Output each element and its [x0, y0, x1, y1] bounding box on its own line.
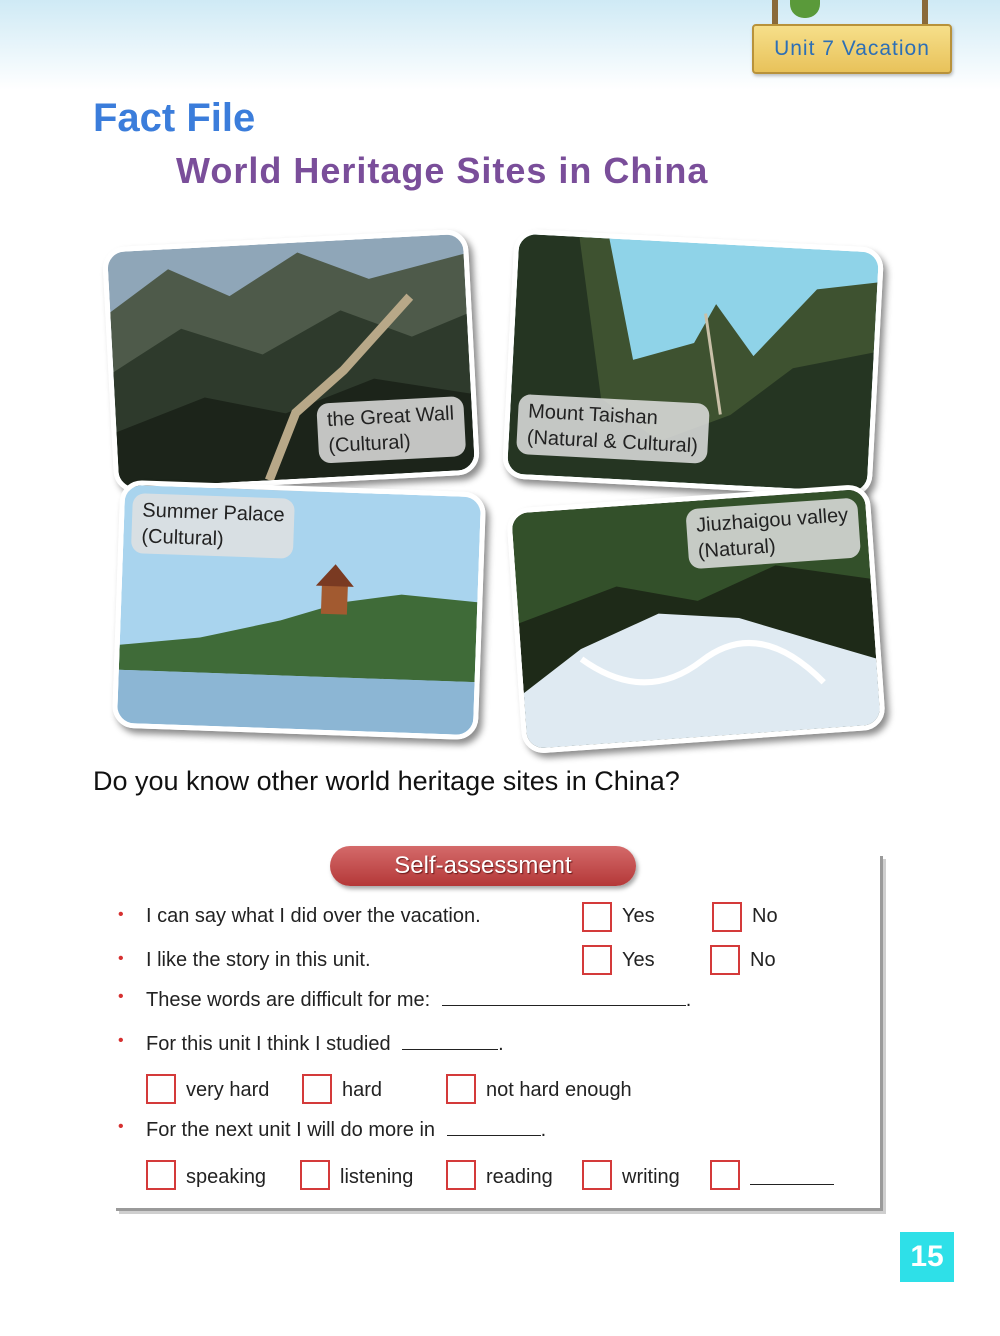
checkbox-listening[interactable] — [300, 1160, 330, 1190]
caption-mount-taishan — [516, 394, 710, 464]
option-hard: hard — [342, 1079, 383, 1101]
blank-line[interactable] — [750, 1166, 834, 1185]
caption-summer-palace — [131, 493, 295, 559]
bullet: • — [118, 950, 124, 967]
checkbox-hard[interactable] — [302, 1074, 332, 1104]
option-reading: reading — [486, 1166, 553, 1188]
self-assessment-label: Self-assessment — [394, 852, 572, 879]
period: . — [685, 989, 692, 1011]
sign-post-left — [772, 0, 778, 26]
item-next-unit — [146, 1117, 546, 1142]
caption-great-wall — [316, 396, 466, 464]
caption-name: Summer Palace — [141, 499, 285, 527]
caption-name: Jiuzhaigou valley — [695, 504, 849, 537]
item-story: I like the story in this unit. — [146, 949, 371, 971]
option-not-hard-enough: not hard enough — [486, 1079, 632, 1101]
checkbox-very-hard[interactable] — [146, 1074, 176, 1104]
caption-type: (Cultural) — [141, 525, 225, 551]
item-studied — [146, 1031, 504, 1056]
item-text: These words are difficult for me: — [146, 989, 431, 1011]
bullet: • — [118, 1118, 124, 1135]
caption-type: (Natural & Cultural) — [526, 426, 699, 458]
question-text: Do you know other world heritage sites in China? — [93, 766, 680, 796]
option-speaking: speaking — [186, 1166, 267, 1188]
bullet: • — [118, 906, 124, 923]
bullet: • — [118, 988, 124, 1005]
period: . — [540, 1119, 547, 1141]
other-blank[interactable] — [750, 1166, 834, 1191]
option-writing: writing — [622, 1166, 680, 1188]
photo-jiuzhaigou — [506, 484, 886, 755]
checkbox-no[interactable] — [712, 902, 742, 932]
caption-name: Mount Taishan — [527, 400, 659, 430]
yes-label: Yes — [622, 949, 655, 971]
caption-type: (Natural) — [697, 535, 777, 563]
yes-label: Yes — [622, 905, 655, 927]
page-number: 15 — [900, 1232, 954, 1282]
unit-sign — [752, 24, 952, 74]
bullet: • — [118, 1032, 124, 1049]
page-title: Fact File — [93, 96, 256, 140]
blank-line[interactable] — [442, 987, 686, 1006]
no-label: No — [750, 949, 776, 971]
sign-post-right — [922, 0, 928, 26]
checkbox-speaking[interactable] — [146, 1160, 176, 1190]
photo-summer-palace — [112, 480, 486, 741]
checkbox-yes[interactable] — [582, 945, 612, 975]
checkbox-yes[interactable] — [582, 902, 612, 932]
item-text: For this unit I think I studied — [146, 1033, 391, 1055]
item-vacation: I can say what I did over the vacation. — [146, 905, 481, 927]
blank-line[interactable] — [447, 1117, 541, 1136]
checkbox-writing[interactable] — [582, 1160, 612, 1190]
item-text: For the next unit I will do more in — [146, 1119, 436, 1141]
checkbox-other[interactable] — [710, 1160, 740, 1190]
checkbox-reading[interactable] — [446, 1160, 476, 1190]
checkbox-no[interactable] — [710, 945, 740, 975]
self-assessment-title — [330, 846, 636, 886]
checkbox-not-hard-enough[interactable] — [446, 1074, 476, 1104]
item-difficult-words — [146, 987, 691, 1012]
no-label: No — [752, 905, 778, 927]
option-listening: listening — [340, 1166, 414, 1188]
photo-great-wall — [102, 229, 480, 494]
period: . — [498, 1033, 504, 1055]
photo-mount-taishan — [502, 228, 885, 497]
caption-name: the Great Wall — [326, 402, 455, 432]
page-subtitle: World Heritage Sites in China — [176, 150, 709, 191]
unit-label: Unit 7 Vacation — [774, 37, 930, 60]
caption-type: (Cultural) — [327, 430, 412, 458]
caption-jiuzhaigou — [685, 497, 861, 569]
blank-line[interactable] — [402, 1031, 498, 1050]
option-very-hard: very hard — [186, 1079, 270, 1101]
